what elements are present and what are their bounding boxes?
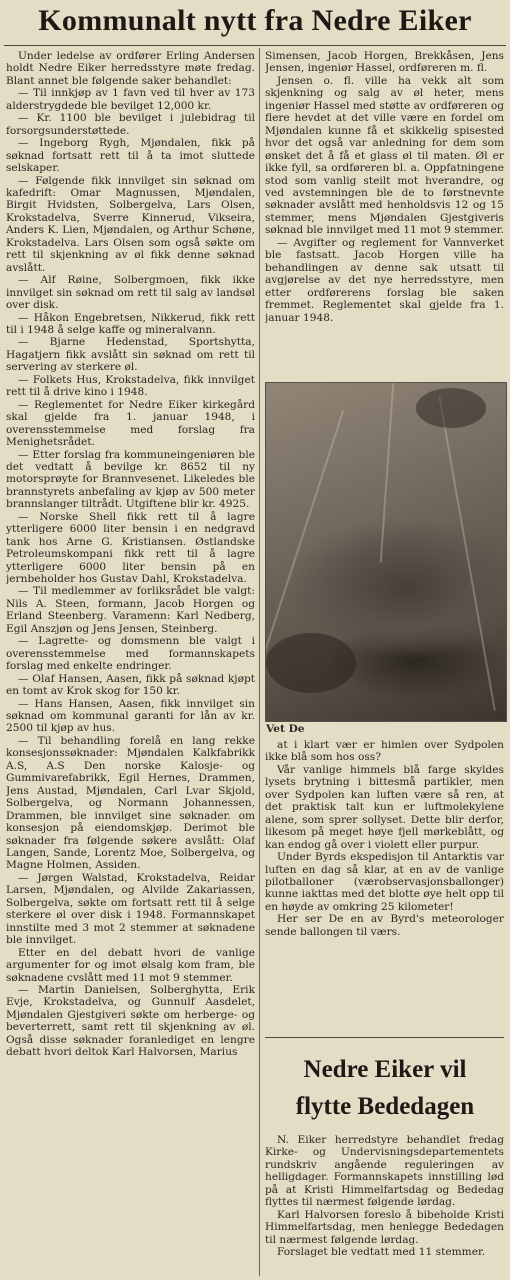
right-paragraph: Jensen o. fl. ville ha vekk alt som skjenkning og salg av øl heter, mens ingeniør Hassel med støtte av ordføreren og flere hevdet at det ville være en fordel om Mjøndalen kunne få et skikkelig spisested hvor det også var anledning for dem som ønsket det å få et glass øl til maten. Øl er ikke fyll, sa ordføreren bl. a. Oppfatningene stod som vanlig steilt mot hverandre, og ved avstemningen ble de to førstnevnte søknader avslått med henholdsvis 12 og 15 stemmer, mens Mjøndalen Gjestgiveris søknad ble innvilget med 11 mot 9 stemmer. bbox=[265, 74, 504, 237]
left-paragraph: — Kr. 1100 ble bevilget i julebidrag til forsorgsunderstøttede. bbox=[6, 112, 255, 137]
left-paragraph: — Ingeborg Rygh, Mjøndalen, fikk på søknad fortsatt rett til å ta imot sluttede selskaper. bbox=[6, 137, 255, 175]
left-paragraph: — Olaf Hansen, Aasen, fikk på søknad kjøpt en tomt av Krok skog for 150 kr. bbox=[6, 672, 255, 698]
second-article-paragraph: Forslaget ble vedtatt med 11 stemmer. bbox=[277, 1246, 486, 1259]
left-paragraph: — Til medlemmer av forliksrådet ble valgt: Nils A. Steen, formann, Jacob Horgen og Erland Steenberg. Varamenn: Karl Nedberg, Egil Anszjøn og Jens Jensen, Steinberg. bbox=[6, 585, 255, 635]
article-rule bbox=[265, 1037, 504, 1038]
second-article-body bbox=[265, 1134, 504, 1278]
left-paragraph: Etter en del debatt hvori de vanlige argumenter for og imot ølsalg kom fram, ble søknadene cvslått med 11 mot 9 stemmer. bbox=[6, 946, 255, 984]
left-column bbox=[6, 50, 255, 1278]
headline: Kommunalt nytt fra Nedre Eiker bbox=[38, 4, 472, 37]
left-paragraph: — Hans Hansen, Aasen, fikk innvilget sin søknad om kommunal garanti for lån av kr. 2500 til kjøp av hus. bbox=[6, 697, 255, 735]
caption-paragraph: Vår vanlige himmels blå farge skyldes lysets brytning i bittesmå partikler, men over Sydpolen kan luften være så ren, at det praktisk talt kun er luftmolekylene alene, som sprer sollyset. Dette blir derfor, likesom på meget høye fjell mørkeblått, og kan endog gå over i violett eller purpur. bbox=[265, 763, 504, 851]
left-paragraph: — Alf Røine, Solbergmoen, fikk ikke innvilget sin søknad om rett til salg av landsøl over disk. bbox=[6, 274, 255, 312]
left-paragraph: — Til behandling forelå en lang rekke konsesjonssøknader: Mjøndalen Kalkfabrikk A.S, A.S Den norske Kalosje- og Gummivarefabrikk, Egil Hernes, Drammen, Jens Austad, Mjøndalen, Carl Lvar Skjold, Solbergelva, og Normann Johannessen, Drammen, ble innvilget sine søknader. om konsesjon på eiendomskjøp. Derimot ble søknader fra følgende søkere avslått: Olaf Langen, Sande, Lorentz Moe, Solbergelva, og Magne Holmen, Assiden. bbox=[6, 734, 255, 872]
left-paragraph: — Til innkjøp av 1 favn ved til hver av 173 alderstrygdede ble bevilget 12,000 kr. bbox=[6, 87, 255, 112]
second-article-paragraph: N. Eiker herredstyre behandlet fredag Kirke- og Undervisningsdepartementets rundskriv angående reguleringen av helligdager. Formannskapets innstilling lød på at Kristi Himmelfartsdag og Bededag flyttes til nærmest følgende lørdag. bbox=[265, 1134, 504, 1209]
left-paragraph: Under ledelse av ordfører Erling Andersen holdt Nedre Eiker herredsstyre møte fredag. Blant annet ble følgende saker behandlet: bbox=[6, 50, 255, 87]
left-paragraph: — Lagrette- og domsmenn ble valgt i overensstemmelse med formannskapets forslag med enkelte endringer. bbox=[6, 635, 255, 673]
caption-lead: Vet De bbox=[266, 723, 305, 735]
caption-paragraph: Under Byrds ekspedisjon til Antarktis var luften en dag så klar, at en av de vanlige pilotballoner (værobservasjonsballonger) kunne iakttas med det blotte øye helt opp til en høyde av omkring 25 kilometer! bbox=[265, 851, 504, 913]
right-paragraph: — Avgifter og reglement for Vannverket ble fastsatt. Jacob Horgen ville ha behandlingen av denne sak utsatt til avgjørelse av det nye herredsstyre, men etter ordførerens forslag ble saken fremmet. Reglementet skal gjelde fra 1. januar 1948. bbox=[265, 236, 504, 324]
headline-rule bbox=[4, 45, 506, 46]
left-paragraph: — Etter forslag fra kommuneingeniøren ble det vedtatt å bevilge kr. 8652 til ny motorsprøyte for Brannvesenet. Likeledes ble brannstyrets anbefaling av kjøp av 500 meter brannslanger tiltrådt. Utgiftene blir kr. 4925. bbox=[6, 448, 255, 511]
left-paragraph: — Norske Shell fikk rett til å lagre ytterligere 6000 liter bensin i en nedgravd tank hos Arne G. Kristiansen. Østlandske Petroleumskompani fikk rett til å lagre ytterligere 6000 liter bensin på en jernbeholder hos Gustav Dahl, Krokstadelva. bbox=[6, 510, 255, 586]
left-paragraph: — Jørgen Walstad, Krokstadelva, Reidar Larsen, Mjøndalen, og Alvilde Zakariassen, Solbergelva, søkte om fortsatt rett til å selge sterkere øl over disk i 1948. Formannskapet innstilte med 3 mot 2 stemmer at søknadene ble innvilget. bbox=[6, 871, 255, 947]
left-paragraph: — Håkon Engebretsen, Nikkerud, fikk rett til i 1948 å selge kaffe og mineralvann. bbox=[6, 311, 255, 336]
right-paragraph: Simensen, Jacob Horgen, Brekkåsen, Jens Jensen, ingeniør Hassel, ordføreren m. fl. bbox=[265, 50, 504, 75]
caption-paragraph: Her ser De en av Byrd's meteorologer sende ballongen til værs. bbox=[265, 913, 504, 938]
left-paragraph: — Martin Danielsen, Solberghytta, Erik Evje, Krokstadelva, og Gunnulf Aasdelet, Mjøndalen Gjestgiveri søkte om herberge- og beverterrett, samt rett til skjenkning av øl. Også disse søknader foranlediget en lengre debatt hvori deltok Karl Halvorsen, Marius bbox=[6, 983, 255, 1059]
left-paragraph: — Folkets Hus, Krokstadelva, fikk innvilget rett til å drive kino i 1948. bbox=[6, 373, 255, 399]
second-headline-line1: Nedre Eiker vil bbox=[303, 1056, 467, 1083]
caption-body bbox=[265, 739, 504, 1029]
left-paragraph: — Bjarne Hedenstad, Sportshytta, Hagatjern fikk avslått sin søknad om rett til servering av sterkere øl. bbox=[6, 336, 255, 374]
left-paragraph: — Følgende fikk innvilget sin søknad om kafedrift: Omar Magnussen, Mjøndalen, Birgit Hvidsten, Solbergelva, Lars Olsen, Krokstadelva, Sverre Kinnerud, Vikseira, Anders K. Lien, Mjøndalen, og Arthur Schøne, Krokstadelva. Lars Olsen som også søkte om rett til skjenkning av øl fikk denne søknad avslått. bbox=[6, 174, 255, 274]
caption-paragraph: at i klart vær er himlen over Sydpolen ikke blå som hos oss? bbox=[265, 739, 504, 764]
photo-balloon-launch bbox=[265, 382, 507, 722]
second-headline-line2: flytte Bededagen bbox=[295, 1093, 475, 1120]
second-article-paragraph: Karl Halvorsen foreslo å bibeholde Kristi Himmelfartsdag, men henlegge Bededagen til nærmest følgende lørdag. bbox=[265, 1208, 504, 1246]
left-paragraph: — Reglementet for Nedre Eiker kirkegård skal gjelde fra 1. januar 1948, i overensstemmelse med forslag fra Menighetsrådet. bbox=[6, 398, 255, 449]
column-divider bbox=[259, 48, 260, 1276]
right-column-top bbox=[265, 50, 504, 380]
